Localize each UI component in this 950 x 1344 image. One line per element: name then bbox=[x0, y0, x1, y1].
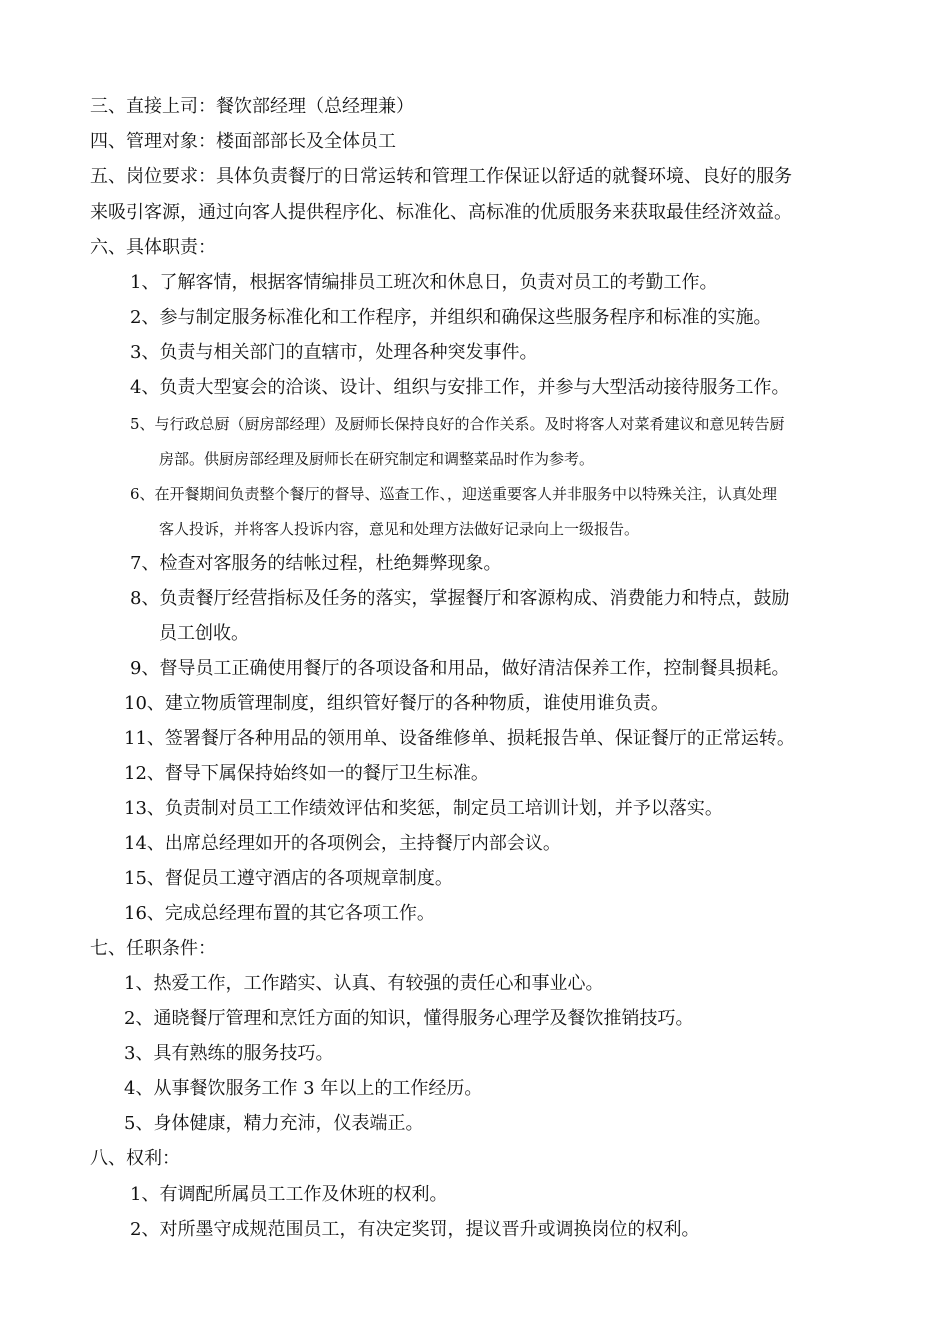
qualification-item-1: 1、热爱工作，工作踏实、认真、有较强的责任心和事业心。 bbox=[124, 973, 604, 994]
duty-item-6: 6、在开餐期间负责整个餐厅的督导、巡查工作、，迎送重要客人并非服务中以特殊关注，认真处理 bbox=[130, 485, 778, 503]
section-rights-heading: 八、权利： bbox=[90, 1148, 180, 1169]
duty-item-16: 16、完成总经理布置的其它各项工作。 bbox=[124, 903, 435, 924]
section-position-requirements: 五、岗位要求：具体负责餐厅的日常运转和管理工作保证以舒适的就餐环境、良好的服务 bbox=[90, 166, 792, 187]
duty-item-9: 9、督导员工正确使用餐厅的各项设备和用品，做好清洁保养工作，控制餐具损耗。 bbox=[130, 658, 790, 679]
qualification-item-2: 2、通晓餐厅管理和烹饪方面的知识，懂得服务心理学及餐饮推销技巧。 bbox=[124, 1008, 694, 1029]
section-direct-supervisor: 三、直接上司：餐饮部经理（总经理兼） bbox=[90, 96, 414, 117]
qualification-item-4: 4、从事餐饮服务工作 3 年以上的工作经历。 bbox=[124, 1078, 483, 1099]
qualification-item-5: 5、身体健康，精力充沛，仪表端正。 bbox=[124, 1113, 424, 1134]
duty-item-2: 2、参与制定服务标准化和工作程序，并组织和确保这些服务程序和标准的实施。 bbox=[130, 307, 772, 328]
qualification-item-3: 3、具有熟练的服务技巧。 bbox=[124, 1043, 334, 1064]
duty-item-4: 4、负责大型宴会的洽谈、设计、组织与安排工作，并参与大型活动接待服务工作。 bbox=[130, 377, 790, 398]
duty-item-1: 1、了解客情，根据客情编排员工班次和休息日，负责对员工的考勤工作。 bbox=[130, 272, 718, 293]
duty-item-7: 7、检查对客服务的结帐过程，杜绝舞弊现象。 bbox=[130, 553, 502, 574]
rights-item-1: 1、有调配所属员工工作及休班的权利。 bbox=[130, 1184, 448, 1205]
duty-item-3: 3、负责与相关部门的直辖市，处理各种突发事件。 bbox=[130, 342, 538, 363]
duty-item-12: 12、督导下属保持始终如一的餐厅卫生标准。 bbox=[124, 763, 489, 784]
section-duties-heading: 六、具体职责： bbox=[90, 237, 216, 258]
duty-item-13: 13、负责制对员工工作绩效评估和奖惩，制定员工培训计划，并予以落实。 bbox=[124, 798, 723, 819]
duty-item-11: 11、签署餐厅各种用品的领用单、设备维修单、损耗报告单、保证餐厅的正常运转。 bbox=[124, 728, 795, 749]
section-management-scope: 四、管理对象：楼面部部长及全体员工 bbox=[90, 131, 396, 152]
duty-item-8: 8、负责餐厅经营指标及任务的落实，掌握餐厅和客源构成、消费能力和特点，鼓励 bbox=[130, 588, 790, 609]
duty-item-5: 5、与行政总厨（厨房部经理）及厨师长保持良好的合作关系。及时将客人对菜肴建议和意见转告厨 bbox=[130, 415, 785, 433]
duty-item-10: 10、建立物质管理制度，组织管好餐厅的各种物质，谁使用谁负责。 bbox=[124, 693, 669, 714]
section-position-requirements-cont: 来吸引客源，通过向客人提供程序化、标准化、高标准的优质服务来获取最佳经济效益。 bbox=[90, 202, 792, 223]
section-qualifications-heading: 七、任职条件： bbox=[90, 938, 216, 959]
duty-item-14: 14、出席总经理如开的各项例会，主持餐厅内部会议。 bbox=[124, 833, 561, 854]
duty-item-6-cont: 客人投诉，并将客人投诉内容，意见和处理方法做好记录向上一级报告。 bbox=[159, 520, 640, 538]
duty-item-15: 15、督促员工遵守酒店的各项规章制度。 bbox=[124, 868, 453, 889]
rights-item-2: 2、对所墨守成规范围员工，有决定奖罚，提议晋升或调换岗位的权利。 bbox=[130, 1219, 700, 1240]
duty-item-8-cont: 员工创收。 bbox=[159, 623, 249, 644]
duty-item-5-cont: 房部。供厨房部经理及厨师长在研究制定和调整菜品时作为参考。 bbox=[159, 450, 595, 468]
